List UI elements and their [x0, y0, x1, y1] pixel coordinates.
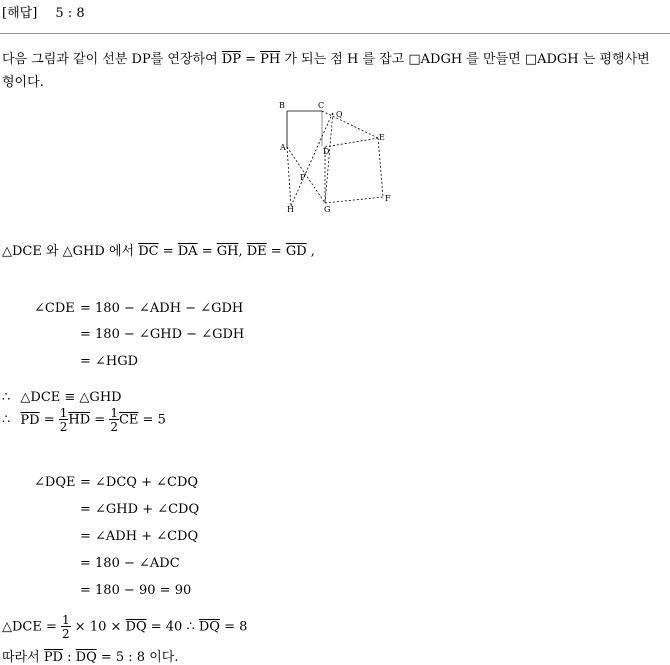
- label-b: B: [279, 101, 285, 110]
- therefore-symbol: ∴: [2, 390, 11, 405]
- angle-dqe-rhs-4: = 180 − ∠ADC: [80, 556, 180, 571]
- angle-cde-rhs-3: = ∠HGD: [80, 354, 139, 369]
- denominator: 2: [110, 420, 118, 434]
- segment-da: $\overline{DA}$: [177, 244, 198, 259]
- answer-header: [2, 2, 85, 21]
- intro-text-b: 가 되는 점 H 를 잡고 □ADGH 를 만들면 □ADGH 는 평행사변: [280, 52, 650, 67]
- equals-sign: =: [197, 244, 217, 259]
- segment-dp: $\overline{DP}$: [221, 52, 241, 67]
- equals-sign: =: [266, 244, 286, 259]
- segment-hq: [291, 112, 333, 206]
- conclusion-result: = 5 : 8 이다.: [96, 650, 179, 665]
- area-result: = 40 ∴: [146, 619, 199, 635]
- fraction-half: [109, 407, 119, 433]
- label-q: Q: [336, 110, 343, 119]
- segment-gd: $\overline{GD}$: [285, 244, 307, 259]
- label-e: E: [379, 133, 385, 142]
- segment-dq: $\overline{DQ}$: [75, 650, 97, 665]
- segment-dc: $\overline{DC}$: [138, 244, 159, 259]
- congruence-statement: △DCE ≡ △GHD: [20, 390, 122, 405]
- segment-dq: $\overline{DQ}$: [125, 619, 147, 635]
- intro-line-1: [2, 48, 650, 67]
- segment-gh: $\overline{GH}$: [216, 244, 239, 259]
- therefore-symbol: ∴: [2, 412, 11, 428]
- numerator: 1: [59, 406, 68, 420]
- segment-gq: [325, 112, 333, 203]
- tri-text: △DCE 와 △GHD 에서: [2, 244, 139, 259]
- colon: :: [62, 650, 76, 665]
- intro-line-2: 형이다.: [2, 75, 44, 90]
- angle-dqe-rhs-3: = ∠ADH + ∠CDQ: [80, 529, 199, 544]
- ratio-line: [2, 407, 166, 433]
- area-equation: [2, 614, 247, 640]
- equals-sign: =: [90, 412, 110, 428]
- numerator: 1: [62, 613, 70, 627]
- ratio-result: = 5: [138, 412, 166, 428]
- conclusion-text: 따라서: [2, 650, 44, 665]
- segment-ah: [287, 147, 291, 206]
- fraction-half: [61, 614, 71, 640]
- answer-bracket: [해답]: [2, 6, 38, 21]
- fraction-half: [59, 407, 69, 433]
- angle-dqe: ∠DQE: [34, 475, 76, 490]
- segment-de: [325, 138, 378, 147]
- label-h: H: [287, 205, 294, 214]
- segment-dq: $\overline{DQ}$: [198, 619, 220, 635]
- segment-hd: $\overline{HD}$: [68, 412, 91, 428]
- label-c: C: [318, 101, 325, 110]
- comma: ,: [306, 244, 315, 259]
- segment-ag: [287, 147, 325, 203]
- angle-dqe-rhs-1: = ∠DCQ + ∠CDQ: [80, 475, 199, 490]
- equals-sign: =: [158, 244, 178, 259]
- segment-gf: [325, 197, 383, 203]
- segment-ce: [322, 111, 378, 138]
- area-mid: × 10 ×: [70, 619, 126, 635]
- segment-pd: $\overline{PD}$: [20, 412, 40, 428]
- segment-ce-text: $\overline{CE}$: [118, 412, 139, 428]
- area-lhs: △DCE =: [2, 619, 62, 635]
- dq-value: = 8: [219, 619, 248, 635]
- label-a: A: [280, 143, 286, 152]
- label-p: P: [300, 173, 306, 182]
- angle-cde-rhs-1: = 180 − ∠ADH − ∠GDH: [80, 301, 244, 316]
- label-f: F: [385, 194, 391, 203]
- triangle-comparison: [2, 240, 315, 259]
- segment-de-text: $\overline{DE}$: [246, 244, 267, 259]
- congruence-line: [2, 390, 122, 405]
- conclusion: [2, 646, 178, 665]
- denominator: 2: [62, 627, 70, 641]
- segment-pd: $\overline{PD}$: [43, 650, 63, 665]
- angle-cde: ∠CDE: [34, 301, 75, 316]
- angle-dqe-rhs-5: = 180 − 90 = 90: [80, 583, 192, 598]
- geometry-figure: [270, 96, 400, 218]
- divider: [0, 33, 670, 34]
- comma: ,: [238, 244, 247, 259]
- equals-sign: =: [240, 52, 261, 67]
- angle-cde-rhs-2: = 180 − ∠GHD − ∠GDH: [80, 327, 245, 342]
- angle-dqe-rhs-2: = ∠GHD + ∠CDQ: [80, 502, 200, 517]
- angle-cde-line-1: [34, 301, 75, 316]
- segment-ef: [378, 138, 383, 197]
- numerator: 1: [110, 406, 118, 420]
- denominator: 2: [59, 420, 68, 434]
- label-d: D: [323, 147, 330, 156]
- equals-sign: =: [39, 412, 59, 428]
- segment-ph: $\overline{PH}$: [260, 52, 281, 67]
- label-g: G: [324, 205, 331, 214]
- answer-value: 5 : 8: [55, 6, 85, 21]
- intro-text-a: 다음 그림과 같이 선분 DP를 연장하여: [2, 52, 222, 67]
